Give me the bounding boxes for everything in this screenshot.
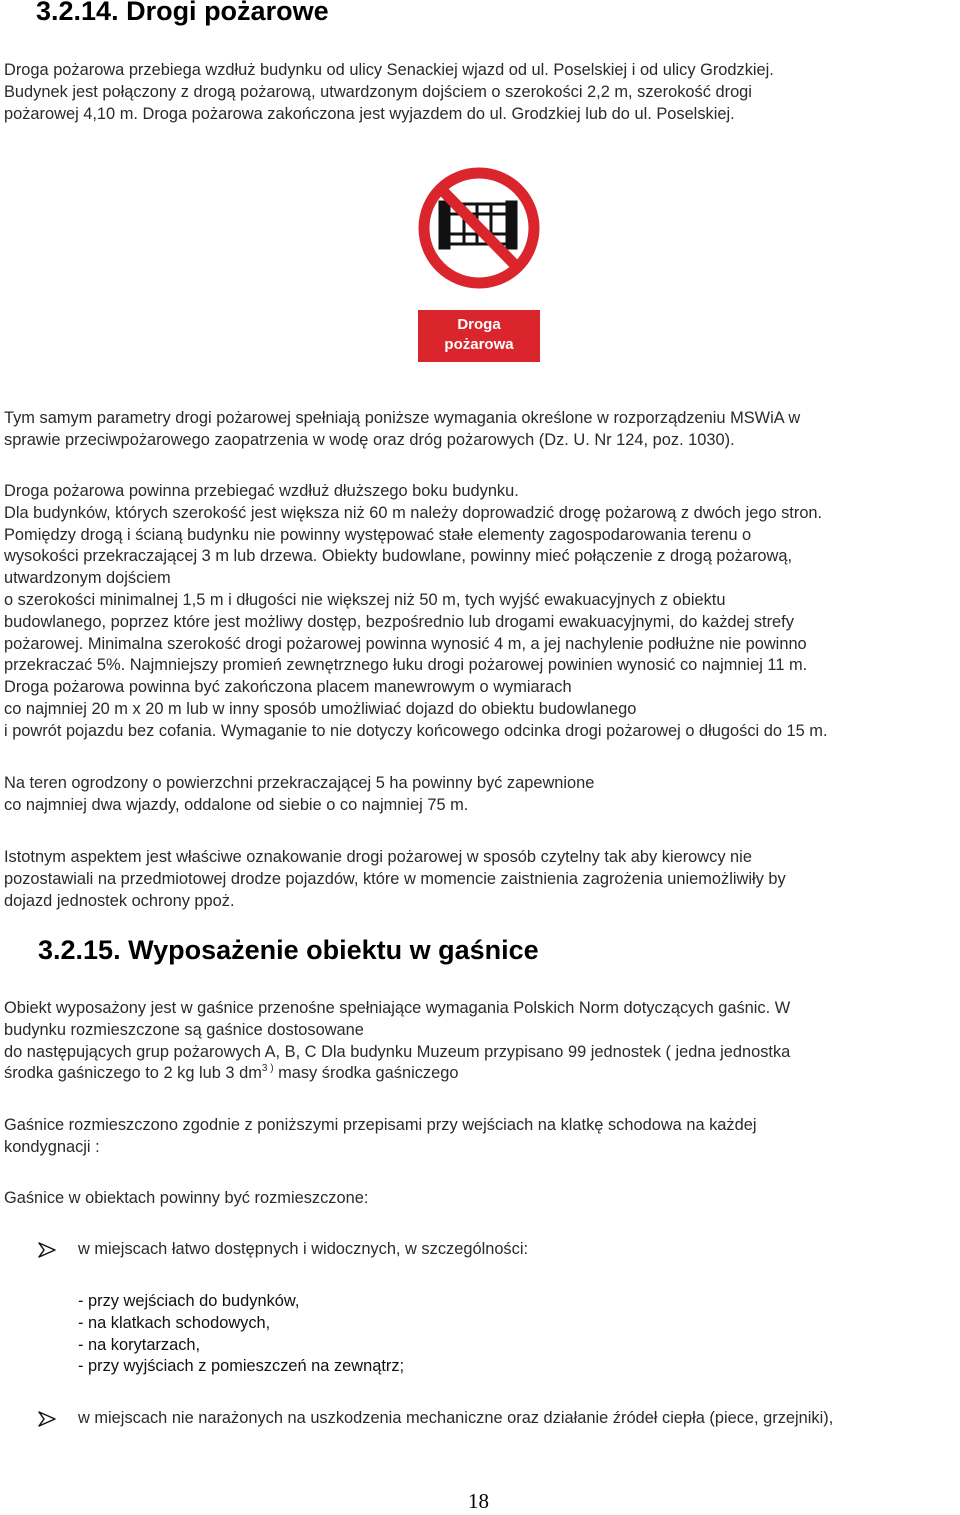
sign-label-line: pożarowa xyxy=(444,336,514,353)
placement-paragraph xyxy=(4,1115,757,1159)
text-line: budynku rozmieszczone są gaśnice dostosowane xyxy=(4,1020,364,1039)
text-line: Na teren ogrodzony o powierzchni przekraczającej 5 ha powinny być zapewnione xyxy=(4,774,595,792)
intro-paragraph xyxy=(4,60,774,125)
fenced-area-paragraph xyxy=(4,773,594,817)
text-line xyxy=(4,1063,790,1085)
sign-label xyxy=(414,315,544,355)
regulation-paragraph xyxy=(4,408,800,452)
text-line: sprawie przeciwpożarowego zaopatrzenia w wodę oraz dróg pożarowych (Dz. U. Nr 124, poz. 1030). xyxy=(4,430,735,449)
text-line: Istotnym aspektem jest właściwe oznakowanie drogi pożarowej w sposób czytelny tak aby kierowcy nie xyxy=(4,848,752,866)
requirements-paragraph xyxy=(4,481,828,743)
text-line: Gaśnice rozmieszczono zgodnie z poniższymi przepisami przy wejściach na klatkę schodowa na każdej xyxy=(4,1116,757,1134)
text-line: do następujących grup pożarowych A, B, C Dla budynku Muzeum przypisano 99 jednostek ( jedna jednostka xyxy=(4,1042,791,1061)
text-line: budowlanego, poprzez które jest możliwy dostęp, bezpośrednio lub drogami ewakuacyjnymi, do każdej strefy xyxy=(4,612,794,631)
text-line: Droga pożarowa powinna przebiegać wzdłuż dłuższego boku budynku. xyxy=(4,482,519,500)
location-sublist xyxy=(78,1291,404,1378)
list-item: - na klatkach schodowych, xyxy=(78,1313,271,1332)
text-line: Obiekt wyposażony jest w gaśnice przenośne spełniające wymagania Polskich Norm dotyczących gaśnic. W xyxy=(4,999,791,1017)
text-span: środka gaśniczego to 2 kg lub 3 dm xyxy=(4,1064,262,1083)
list-item: - przy wejściach do budynków, xyxy=(78,1292,300,1310)
text-line: i powrót pojazdu bez cofania. Wymaganie to nie dotyczy końcowego odcinka drogi pożarowej o długości do 15 m. xyxy=(4,721,828,740)
marking-paragraph xyxy=(4,847,786,912)
bullet-item: w miejscach nie narażonych na uszkodzenia mechaniczne oraz działanie źródeł ciepła (piece, grzejniki), xyxy=(78,1409,834,1427)
superscript: 3 ) xyxy=(261,1063,274,1075)
text-line: kondygnacji : xyxy=(4,1137,100,1156)
text-line: pozostawiali na przedmiotowej drodze pojazdów, które w momencie zaistnienia zagrożenia uniemożliwiły by xyxy=(4,869,786,888)
page-number: 18 xyxy=(468,1489,489,1513)
section-heading-drogi-pozarowe: 3.2.14. Drogi pożarowe xyxy=(36,0,329,26)
text-line: Droga pożarowa powinna być zakończona placem manewrowym o wymiarach xyxy=(4,678,572,697)
arrowhead-bullet-icon xyxy=(38,1411,56,1427)
bullet-item: w miejscach łatwo dostępnych i widocznych, w szczególności: xyxy=(78,1240,529,1258)
text-line: co najmniej dwa wjazdy, oddalone od siebie o co najmniej 75 m. xyxy=(4,795,469,814)
text-line: Tym samym parametry drogi pożarowej spełniają poniższe wymagania określone w rozporządzeniu MSWiA w xyxy=(4,409,801,427)
text-line: Pomiędzy drogą i ścianą budynku nie powinny występować stałe elementy zagospodarowania terenu o xyxy=(4,525,752,544)
text-line: Droga pożarowa przebiega wzdłuż budynku od ulicy Senackiej wjazd od ul. Poselskiej i od ulicy Grodzkiej. xyxy=(4,61,774,79)
text-line: co najmniej 20 m x 20 m lub w inny sposób umożliwiać dojazd do obiektu budowlanego xyxy=(4,699,637,718)
text-line: przekraczać 5%. Najmniejszy promień zewnętrznego łuku drogi pożarowej powinien wynosić co najmniej 11 m. xyxy=(4,656,808,675)
sign-label-line: Droga xyxy=(457,316,501,333)
text-span: masy środka gaśniczego xyxy=(273,1064,459,1083)
extinguishers-paragraph xyxy=(4,998,790,1085)
fire-road-sign xyxy=(414,160,544,370)
list-item: - przy wyjściach z pomieszczeń na zewnątrz; xyxy=(78,1357,405,1376)
text-line: utwardzonym dojściem xyxy=(4,569,171,588)
text-line: dojazd jednostek ochrony ppoż. xyxy=(4,891,235,910)
placement-rule-intro: Gaśnice w obiektach powinny być rozmieszczone: xyxy=(4,1189,369,1207)
section-heading-gasnice: 3.2.15. Wyposażenie obiektu w gaśnice xyxy=(38,935,539,965)
text-line: Dla budynków, których szerokość jest większa niż 60 m należy doprowadzić drogę pożarową z dwóch jego stron. xyxy=(4,503,823,522)
text-line: wysokości przekraczającej 3 m lub drzewa. Obiekty budowlane, powinny mieć połączenie z drogą pożarową, xyxy=(4,547,793,566)
text-line: pożarowej 4,10 m. Droga pożarowa zakończona jest wyjazdem do ul. Grodzkiej lub do ul. Poselskiej. xyxy=(4,104,735,123)
arrowhead-bullet-icon xyxy=(38,1242,56,1258)
text-line: o szerokości minimalnej 1,5 m i długości nie większej niż 50 m, tych wyjść ewakuacyjnych z obiektu xyxy=(4,590,726,609)
list-item: - na korytarzach, xyxy=(78,1335,201,1354)
text-line: pożarowej. Minimalna szerokość drogi pożarowej powinna wynosić 4 m, a jej nachylenie podłużne nie powinno xyxy=(4,634,807,653)
text-line: Budynek jest połączony z drogą pożarową, utwardzonym dojściem o szerokości 2,2 m, szerokość drogi xyxy=(4,82,752,101)
